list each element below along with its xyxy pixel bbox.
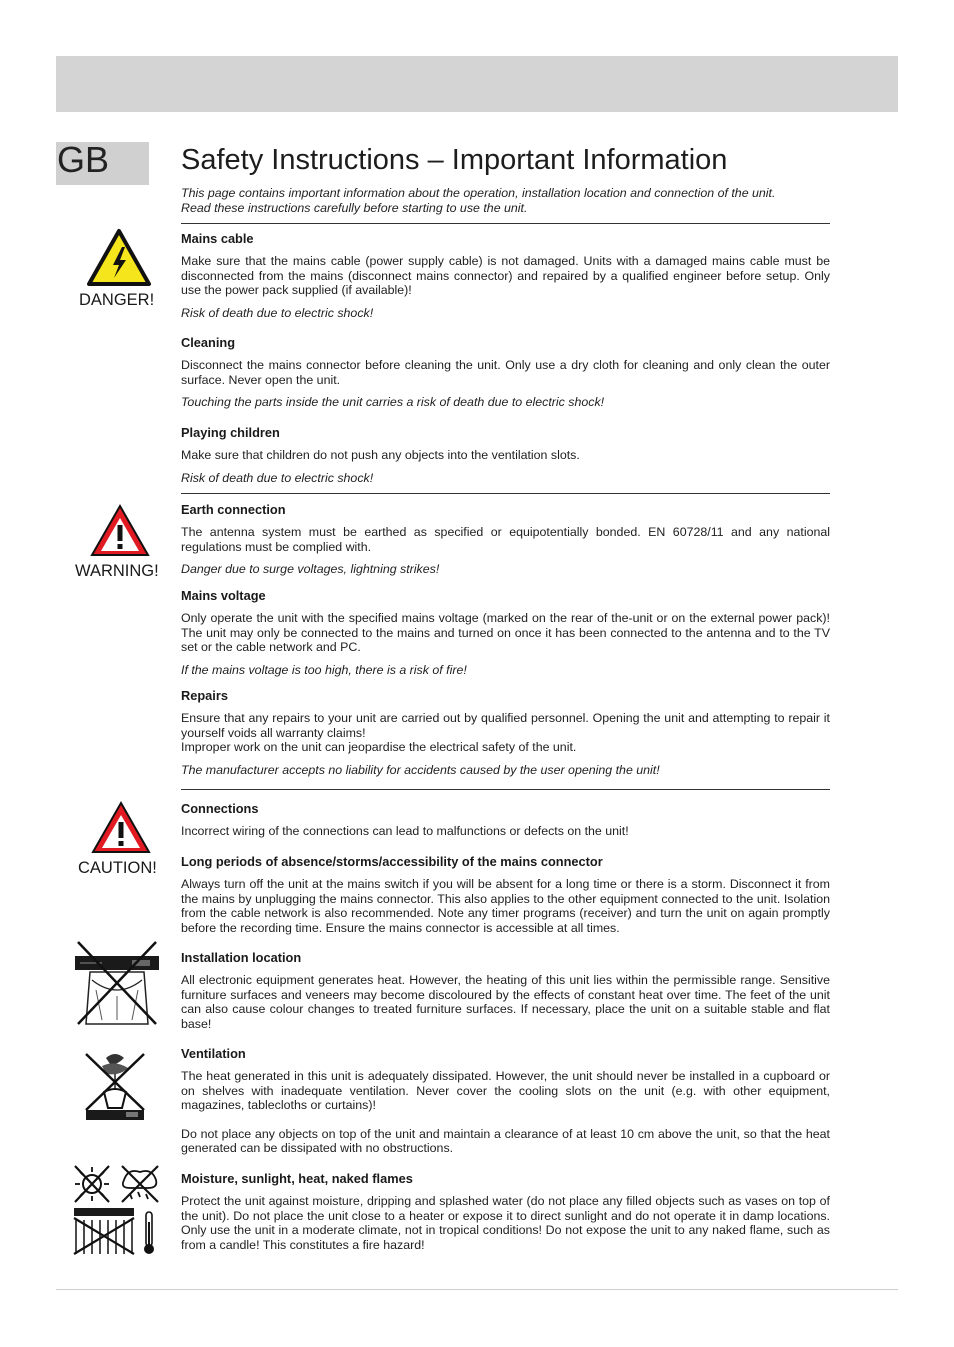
- section-connections: [181, 801, 830, 839]
- section-title: Repairs: [181, 688, 228, 703]
- section-absence: [181, 854, 830, 935]
- section-earth-connection: [181, 502, 830, 577]
- section-installation-location: [181, 950, 830, 1031]
- section-title: Connections: [181, 801, 259, 816]
- divider: [181, 223, 830, 224]
- divider: [181, 789, 830, 790]
- section-warning: Danger due to surge voltages, lightning strikes!: [181, 562, 440, 576]
- section-warning: If the mains voltage is too high, there is a risk of fire!: [181, 662, 467, 677]
- section-title: Earth connection: [181, 502, 286, 517]
- section-text: The heat generated in this unit is adequately dissipated. However, the unit should never be installed in a cupboard or on shelves with inadequate ventilation. Never cover the cooling slots on the unit (e.g. with other equipment, magazines, tablecloths or curtains)!: [181, 1069, 830, 1112]
- section-warning: The manufacturer accepts no liability for accidents caused by the user opening the unit!: [181, 762, 660, 777]
- danger-label: DANGER!: [79, 291, 155, 309]
- section-moisture: [181, 1171, 830, 1252]
- no-cabinet-ventilation-icon: [82, 1050, 148, 1126]
- section-text-2: Do not place any objects on top of the unit and maintain a clearance of at least 10 cm above the unit, so that the heat generated can be dissipated with no obstructions.: [181, 1126, 830, 1155]
- section-cleaning: [181, 335, 830, 410]
- section-text: Always turn off the unit at the mains switch if you will be absent for a long time or there is a storm. Disconnect it from the mains by unplugging the mains connector. This also applies to the other equipment connected to the unit. Isolation from the cable network is also recommended. Note any timer programs (receiver) and turn the unit on again promptly before the recording time. Ensure the mains connector is accessible at all times.: [181, 877, 830, 935]
- danger-electric-icon: [86, 228, 152, 288]
- section-text: Ensure that any repairs to your unit are carried out by qualified personnel. Opening the unit and attempting to repair it yourself voids all warranty claims!: [181, 711, 830, 740]
- section-title: Cleaning: [181, 335, 236, 350]
- page-title: Safety Instructions – Important Information: [181, 144, 728, 176]
- section-mains-voltage: [181, 588, 830, 677]
- section-title: Installation location: [181, 950, 302, 965]
- no-moisture-sun-heat-icon: [72, 1162, 162, 1256]
- section-text: Incorrect wiring of the connections can lead to malfunctions or defects on the unit!: [181, 824, 629, 838]
- section-title: Mains cable: [181, 231, 254, 246]
- section-title: Long periods of absence/storms/accessibility of the mains connector: [181, 854, 603, 869]
- language-tab: GB: [56, 142, 149, 185]
- section-text: Only operate the unit with the specified mains voltage (marked on the rear of the-unit or on the external power pack)! The unit may only be connected to the mains and turned on once it has been connected to the antenna and to the TV set or the cable network and PC.: [181, 611, 830, 654]
- warning-icon: [89, 503, 151, 559]
- no-soft-surface-icon: [72, 940, 162, 1028]
- section-text: The antenna system must be earthed as specified or equipotentially bonded. EN 60728/11 and any national regulations must be complied with.: [181, 525, 830, 554]
- intro-text: [181, 186, 831, 215]
- section-text: Make sure that children do not push any objects into the ventilation slots.: [181, 448, 580, 462]
- section-playing-children: [181, 425, 830, 485]
- section-ventilation: [181, 1046, 830, 1156]
- section-title: Playing children: [181, 425, 280, 440]
- section-text: Make sure that the mains cable (power supply cable) is not damaged. Units with a damaged mains cable must be disconnected from the mains (disconnect mains connector) and repaired by a qualified engineer before setup. Only use the power pack supplied (if available)!: [181, 254, 830, 297]
- divider: [181, 493, 830, 494]
- section-title: Mains voltage: [181, 588, 266, 603]
- section-text: Protect the unit against moisture, dripping and splashed water (do not place any filled objects such as vases on top of the unit). Do not place the unit close to a heater or expose it to direct sunlight and do not operate it in damp locations. Only use the unit in a moderate climate, not in tropical conditions! Do not expose the unit to any naked flame, such as from a candle! This constitutes a fire hazard!: [181, 1194, 830, 1252]
- section-warning: Touching the parts inside the unit carries a risk of death due to electric shock!: [181, 395, 605, 409]
- warning-label: WARNING!: [75, 562, 159, 580]
- caution-label: CAUTION!: [78, 859, 157, 877]
- section-title: Moisture, sunlight, heat, naked flames: [181, 1171, 413, 1186]
- intro-line-1: This page contains important information about the operation, installation location and connection of the unit.: [181, 186, 776, 200]
- section-warning: Risk of death due to electric shock!: [181, 470, 374, 485]
- section-warning: Risk of death due to electric shock!: [181, 305, 374, 320]
- caution-icon: [90, 800, 152, 856]
- section-title: Ventilation: [181, 1046, 246, 1061]
- section-text-2: Improper work on the unit can jeopardise the electrical safety of the unit.: [181, 740, 577, 754]
- section-repairs: [181, 688, 830, 777]
- footer-divider: [56, 1289, 898, 1290]
- section-text: All electronic equipment generates heat. However, the heating of this unit lies within the permissible range. Sensitive furniture surfaces and veneers may become discoloured by the effects of constant heat over time. The feet of the unit can also cause colour changes to treated furniture surfaces. If necessary, place the unit on a suitable stable and flat base!: [181, 973, 830, 1031]
- header-band: [56, 56, 898, 112]
- section-text: Disconnect the mains connector before cleaning the unit. Only use a dry cloth for cleaning and only clean the outer surface. Never open the unit.: [181, 358, 830, 387]
- intro-line-2: Read these instructions carefully before starting to use the unit.: [181, 200, 528, 215]
- section-mains-cable: [181, 231, 830, 320]
